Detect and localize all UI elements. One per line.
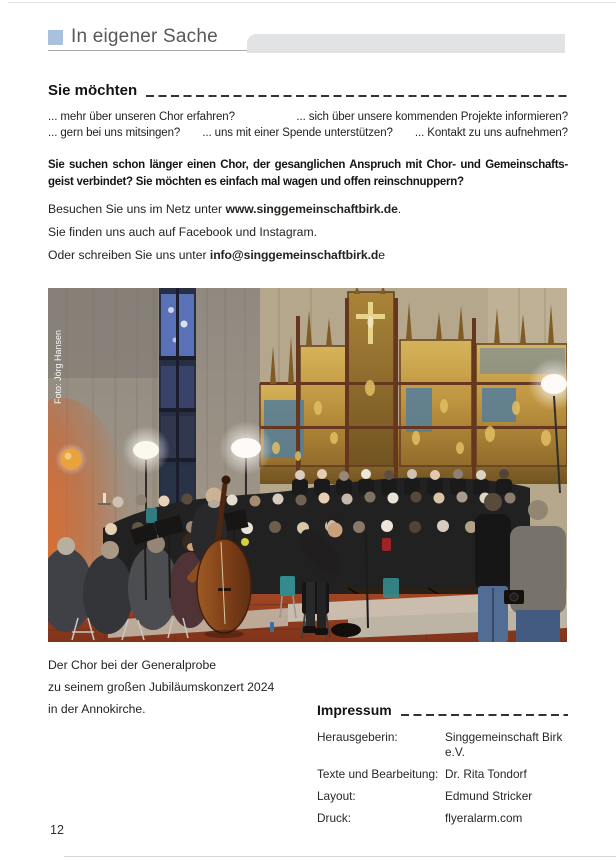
photo-credit: Foto: Jörg Hansen xyxy=(53,329,63,404)
dashed-rule xyxy=(401,714,568,716)
contact-web-line xyxy=(48,202,568,217)
impressum-value: Singgemeinschaft Birk e.V. xyxy=(445,730,563,759)
intro-line-1 xyxy=(48,110,568,126)
contact-web-prefix: Besuchen Sie uns im Netz unter xyxy=(48,202,226,216)
choir-photo xyxy=(48,288,567,642)
intro-segment: ... gern bei uns mitsingen? xyxy=(48,126,181,139)
impressum-label: Herausgeberin: xyxy=(317,730,398,744)
caption-line: zu seinem großen Jubiläumskonzert 2024 xyxy=(48,680,275,694)
impressum-row xyxy=(317,811,568,826)
intro-segment: ... Kontakt zu uns aufnehmen? xyxy=(414,126,568,139)
contact-block xyxy=(48,202,568,271)
contact-web-suffix: . xyxy=(397,202,402,216)
impressum-value: Dr. Rita Tondorf xyxy=(445,766,527,781)
impressum-label: Druck: xyxy=(317,810,352,825)
email-address: info@singgemeinschaftbirk.d xyxy=(209,248,379,262)
impressum-label: Texte und Bearbeitung: xyxy=(317,766,439,781)
impressum-row xyxy=(317,730,568,759)
impressum-row xyxy=(317,767,568,782)
website-url: www.singgemeinschaftbirk.de xyxy=(225,202,398,216)
contact-social-line: Sie finden uns auch auf Facebook und Instagram. xyxy=(48,225,317,239)
caption-line: Der Chor bei der Generalprobe xyxy=(48,658,217,672)
header-bar xyxy=(247,34,565,53)
impressum-label: Layout: xyxy=(317,788,356,803)
intro-segment: ... sich über unsere kommenden Projekte informieren? xyxy=(296,111,568,123)
intro-segment: ... mehr über unseren Chor erfahren? xyxy=(48,111,235,123)
caption-line: in der Annokirche. xyxy=(48,702,146,716)
page-number: 12 xyxy=(50,823,64,837)
bold-question-line-2: geist verbindet? Sie möchten es einfach mal wagen und offen reinschnuppern? xyxy=(48,175,464,188)
impressum-table xyxy=(317,730,568,833)
contact-mail-suffix: e xyxy=(378,248,386,262)
intro-paragraph xyxy=(48,110,568,141)
header-accent-square xyxy=(48,30,63,45)
choir-photo-illustration xyxy=(48,288,567,642)
page-title: In eigener Sache xyxy=(71,26,218,47)
intro-line-2 xyxy=(48,126,568,142)
impressum-value: flyeralarm.com xyxy=(445,810,523,825)
impressum-heading-label: Impressum xyxy=(317,702,392,718)
bottom-divider xyxy=(64,856,616,857)
bold-question-line-1: Sie suchen schon länger einen Chor, der gesanglichen Anspruch mit Chor- und Gemeinschafts- xyxy=(48,159,568,171)
bold-question-paragraph xyxy=(48,157,568,190)
photo-caption xyxy=(48,654,348,720)
section-heading-impressum xyxy=(317,702,568,718)
section-heading-sie-moechten xyxy=(48,82,568,99)
intro-segment: ... uns mit einer Spende unterstützen? xyxy=(202,126,393,139)
dashed-rule xyxy=(146,95,568,97)
top-divider xyxy=(8,2,616,3)
contact-mail-line xyxy=(48,248,568,263)
section-heading-label: Sie möchten xyxy=(48,82,138,99)
header-underline xyxy=(48,50,247,51)
impressum-row xyxy=(317,789,568,804)
contact-mail-prefix: Oder schreiben Sie uns unter xyxy=(48,248,210,262)
impressum-value: Edmund Stricker xyxy=(445,788,533,803)
